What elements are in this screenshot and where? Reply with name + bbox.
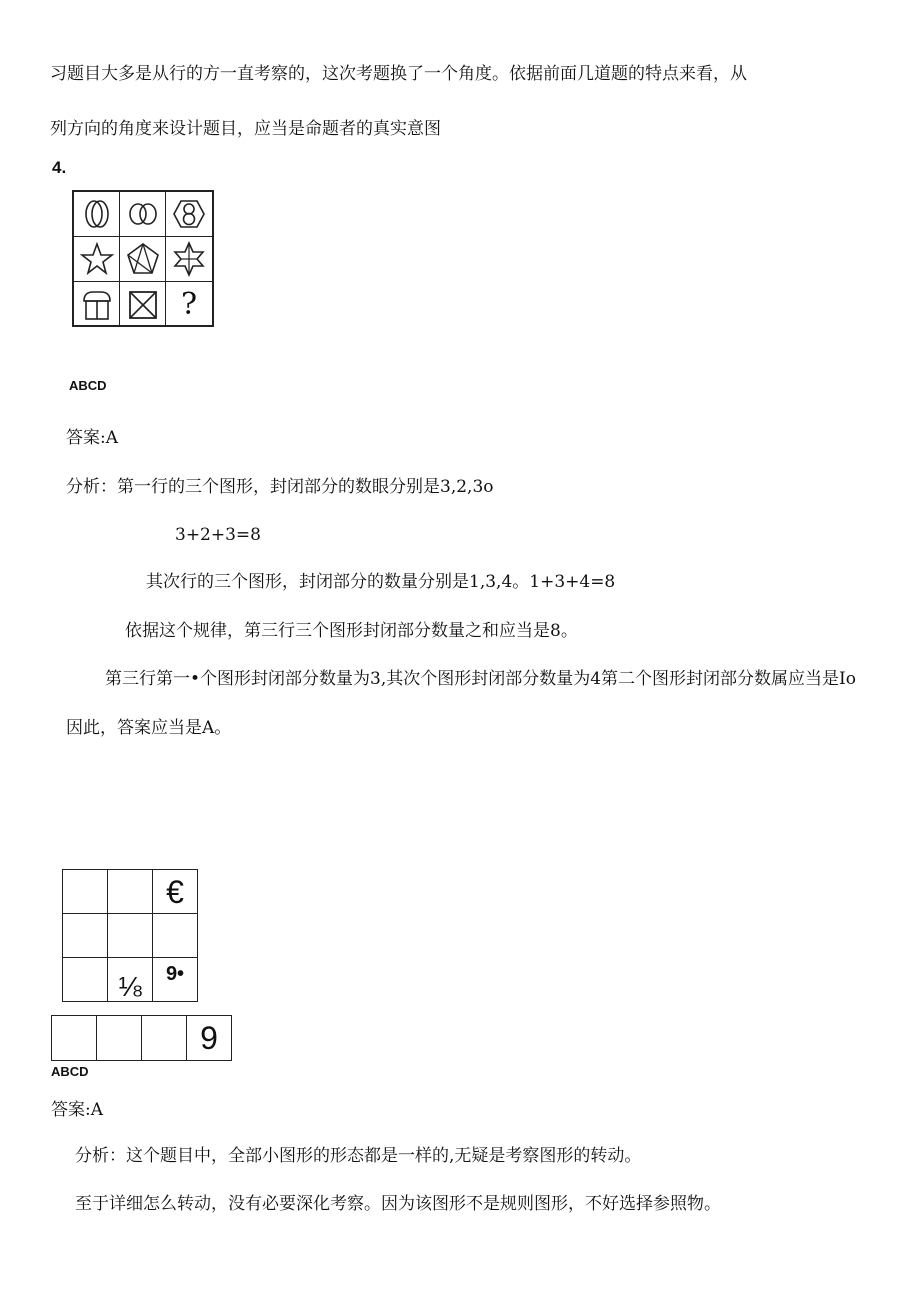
grid-cell-eighth [107, 957, 153, 1002]
option-b[interactable] [96, 1015, 142, 1061]
analysis-line-5: 第三行第一•个图形封闭部分数量为3,其次个图形封闭部分数量为4第二个图形封闭部分数属应当是Io [105, 669, 857, 689]
analysis-2-line-2: 至于详细怎么转动，没有必要深化考察。因为该图形不是规则图形，不好选择参照物。 [75, 1194, 721, 1214]
option-c[interactable] [141, 1015, 187, 1061]
options-label: ABCD [69, 378, 107, 393]
question-number: 4. [52, 158, 67, 177]
cell-crossed-square [120, 282, 166, 327]
cell-six-point-star [166, 237, 212, 282]
grid-cell [107, 869, 153, 914]
option-a[interactable] [51, 1015, 97, 1061]
options-label-2: ABCD [51, 1064, 89, 1079]
grid-cell [62, 869, 108, 914]
cell-two-ovals [74, 192, 120, 237]
star-icon [79, 241, 115, 277]
euro-glyph: € [166, 873, 184, 910]
option-d[interactable] [186, 1015, 232, 1061]
nine-dot-glyph: 9• [165, 963, 185, 985]
six-point-star-icon [171, 241, 207, 277]
grid-cell [62, 957, 108, 1002]
analysis-line-4: 依据这个规律，第三行三个图形封闭部分数量之和应当是8。 [125, 621, 578, 641]
analysis-line-1: 分析：第一行的三个图形，封闭部分的数眼分别是3,2,3o [66, 477, 494, 497]
grid-cell [107, 913, 153, 958]
intro-line-1: 习题目大多是从行的方一直考察的，这次考题换了一个角度。依据前面几道题的特点来看，从 [50, 64, 747, 84]
puzzle-grid-figure [72, 190, 214, 327]
rotation-grid-figure [62, 869, 200, 1004]
grid-cell-nine [152, 957, 198, 1002]
cell-two-circles [120, 192, 166, 237]
cell-rounded-box [74, 282, 120, 327]
crossed-square-icon [125, 287, 161, 323]
analysis-line-6: 因此，答案应当是A。 [66, 718, 232, 738]
grid-cell [62, 913, 108, 958]
analysis-line-2: 3+2+3=8 [175, 525, 261, 545]
analysis-line-3: 其次行的三个图形，封闭部分的数量分别是1,3,4。1+3+4=8 [146, 572, 616, 592]
cell-star [74, 237, 120, 282]
answer: 答案:A [66, 428, 119, 448]
option-strip [51, 1015, 233, 1061]
option-nine-glyph: 9 [200, 1020, 218, 1056]
hexagon-eight-icon [171, 196, 207, 232]
cell-hexagon-eight [166, 192, 212, 237]
grid-cell [152, 913, 198, 958]
cell-pentagon [120, 237, 166, 282]
eighth-glyph: ⅛ [118, 970, 142, 1002]
grid-cell-euro [152, 869, 198, 914]
question-mark: ? [180, 286, 198, 322]
rounded-box-icon [79, 287, 115, 323]
cell-unknown [166, 282, 212, 327]
two-circles-icon [125, 196, 161, 232]
intro-line-2: 列方向的角度来设计题目，应当是命题者的真实意图 [50, 119, 441, 139]
two-ovals-icon [79, 196, 115, 232]
analysis-2-line-1: 分析：这个题目中，全部小图形的形态都是一样的,无疑是考察图形的转动。 [75, 1146, 642, 1166]
answer-2: 答案:A [51, 1100, 104, 1120]
pentagon-icon [125, 241, 161, 277]
